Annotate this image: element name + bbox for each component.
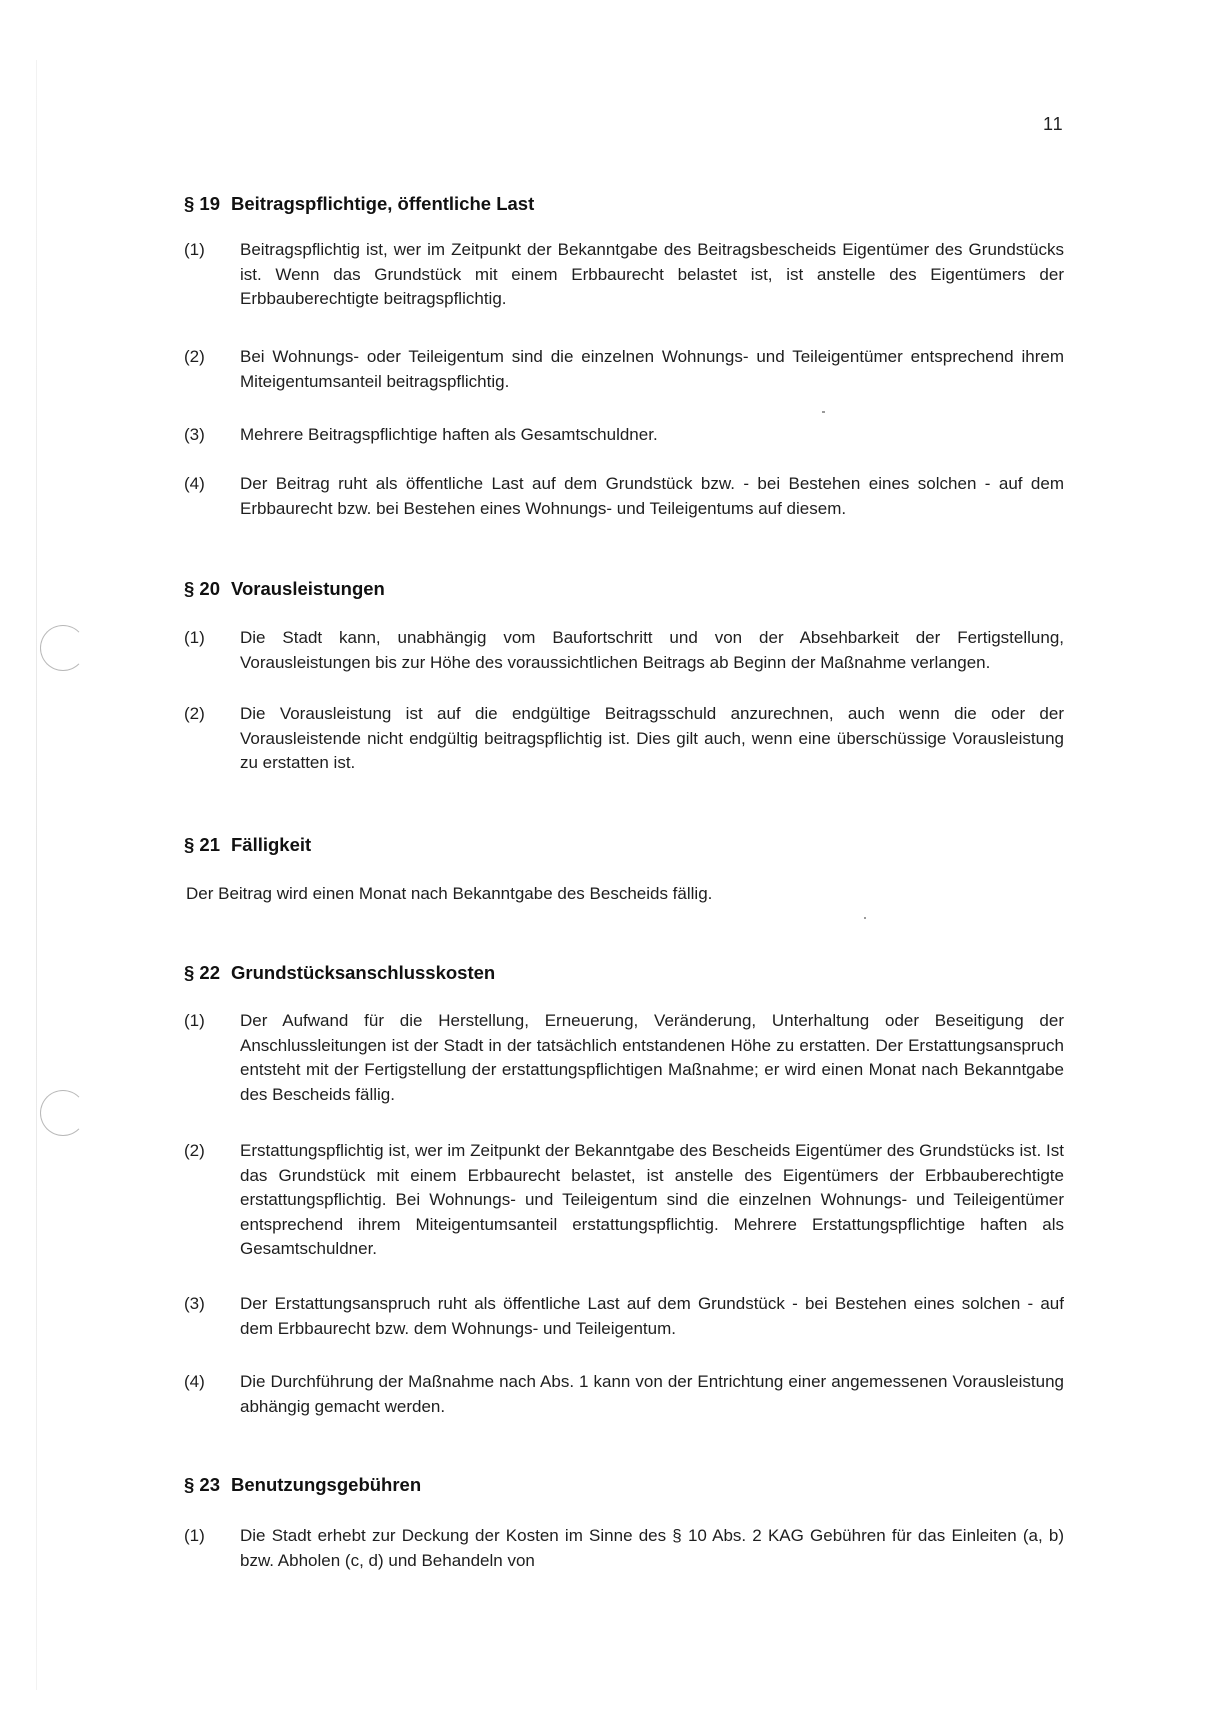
- paragraph-text: Beitragspflichtig ist, wer im Zeitpunkt der Bekanntgabe des Beitragsbescheids Eigentümer des Grundstücks ist. Wenn das Grundstück mit einem Erbbaurecht belastet ist, ist anstelle des Eigentümers der Erbbauberechtigte beitragspflichtig.: [240, 240, 1064, 308]
- paragraph-text: Der Aufwand für die Herstellung, Erneuerung, Veränderung, Unterhaltung oder Beseitigung der Anschlussleitungen ist der Stadt in der tatsächlich entstandenen Höhe zu erstatten. Der Erstattungsanspruch entsteht mit der Fertigstellung der erstattungspflichtigen Maßnahme; er wird einen Monat nach Bekanntgabe des Bescheids fällig.: [240, 1011, 1064, 1104]
- section-title: Vorausleistungen: [231, 578, 385, 599]
- section-text-21: Der Beitrag wird einen Monat nach Bekanntgabe des Bescheids fällig.: [186, 884, 713, 903]
- punch-hole-mark: [40, 625, 86, 671]
- section-title: Grundstücksanschlusskosten: [231, 962, 496, 983]
- paragraph-text: Der Erstattungsanspruch ruht als öffentliche Last auf dem Grundstück - bei Bestehen eines solchen - auf dem Erbbaurecht bzw. dem Wohnungs- und Teileigentum.: [240, 1294, 1064, 1338]
- paragraph-text: Die Vorausleistung ist auf die endgültige Beitragsschuld anzurechnen, auch wenn die oder der Vorausleistende nicht endgültig beitragspflichtig ist. Dies gilt auch, wenn eine überschüssige Vorausleistung zu erstatten ist.: [240, 704, 1064, 772]
- paragraph-text: Die Stadt erhebt zur Deckung der Kosten im Sinne des § 10 Abs. 2 KAG Gebühren für das Einleiten (a, b) bzw. Abholen (c, d) und Behandeln von: [240, 1526, 1064, 1570]
- paragraph-number: (2): [184, 347, 205, 366]
- scan-edge-line: [36, 60, 37, 1690]
- section-heading-21: [184, 834, 311, 856]
- paragraph-text: Bei Wohnungs- oder Teileigentum sind die einzelnen Wohnungs- und Teileigentümer entsprechend ihrem Miteigentumsanteil beitragspflichtig.: [240, 347, 1064, 391]
- paragraph-number: (2): [184, 1141, 205, 1160]
- scan-speck: [822, 411, 825, 413]
- section-title: Beitragspflichtige, öffentliche Last: [231, 193, 535, 214]
- punch-hole-mark: [40, 1090, 86, 1136]
- section-number: § 20: [184, 578, 221, 599]
- paragraph-number: (2): [184, 704, 205, 723]
- paragraph-text: Der Beitrag ruht als öffentliche Last auf dem Grundstück bzw. - bei Bestehen eines solchen - auf dem Erbbaurecht bzw. bei Bestehen eines Wohnungs- und Teileigentums auf diesem.: [240, 474, 1064, 518]
- paragraph-text: Die Stadt kann, unabhängig vom Baufortschritt und von der Absehbarkeit der Fertigstellung, Vorausleistungen bis zur Höhe des voraussichtlichen Beitrags ab Beginn der Maßnahme verlangen.: [240, 628, 1064, 672]
- paragraph-text: Mehrere Beitragspflichtige haften als Gesamtschuldner.: [240, 425, 658, 444]
- paragraph-text: Die Durchführung der Maßnahme nach Abs. 1 kann von der Entrichtung einer angemessenen Vorausleistung abhängig gemacht werden.: [240, 1372, 1064, 1416]
- paragraph-number: (1): [184, 1011, 205, 1030]
- section-number: § 22: [184, 962, 221, 983]
- section-heading-23: [184, 1474, 421, 1496]
- section-heading-22: [184, 962, 495, 984]
- section-heading-19: [184, 193, 534, 215]
- paragraph-number: (4): [184, 1372, 205, 1391]
- paragraph-number: (3): [184, 1294, 205, 1313]
- scan-speck: [864, 917, 866, 919]
- section-title: Fälligkeit: [231, 834, 312, 855]
- paragraph-number: (1): [184, 628, 205, 647]
- section-number: § 21: [184, 834, 221, 855]
- section-heading-20: [184, 578, 385, 600]
- paragraph-number: (4): [184, 474, 205, 493]
- paragraph-number: (3): [184, 425, 205, 444]
- paragraph-number: (1): [184, 240, 205, 259]
- paragraph-number: (1): [184, 1526, 205, 1545]
- section-number: § 23: [184, 1474, 221, 1495]
- paragraph-text: Erstattungspflichtig ist, wer im Zeitpunkt der Bekanntgabe des Bescheids Eigentümer des Grundstücks ist. Ist das Grundstück mit einem Erbbaurecht belastet, ist anstelle des Eigentümers der Erbbauberechtigte erstattungspflichtig. Bei Wohnungs- und Teileigentum sind die einzelnen Wohnungs- und Teileigentümer entsprechend ihrem Miteigentumsanteil erstattungspflichtig. Mehrere Erstattungspflichtige haften als Gesamtschuldner.: [240, 1141, 1064, 1258]
- page-number: 11: [1043, 114, 1064, 134]
- section-number: § 19: [184, 193, 221, 214]
- section-title: Benutzungsgebühren: [231, 1474, 422, 1495]
